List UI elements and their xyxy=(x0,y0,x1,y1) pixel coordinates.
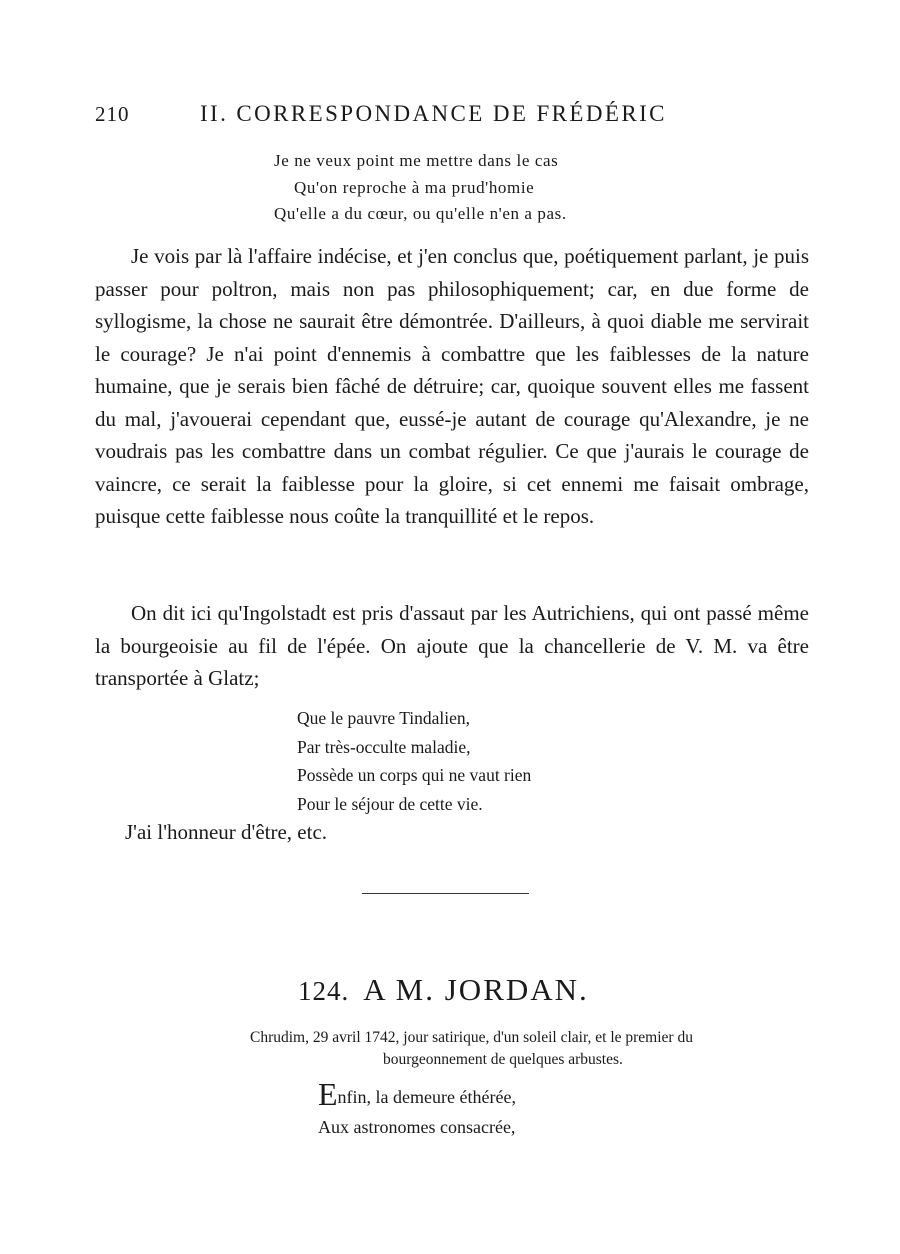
letter-dateline xyxy=(250,1027,806,1071)
letter-title: A M. JORDAN. xyxy=(363,972,589,1007)
prose-paragraph: Je vois par là l'affaire indécise, et j'en conclus que, poétiquement parlant, je puis passer pour poltron, mais non pas philosophiquement; car, en due forme de syllogisme, la chose ne saurait être démontrée. D'ailleurs, à quoi diable me servirait le courage? Je n'ai point d'ennemis à combattre que les faiblesses de la nature humaine, que je serais bien fâché de détruire; car, quoique souvent elles me fassent du mal, j'avouerai cependant que, eussé-je autant de courage qu'Alexandre, je ne voudrais pas les combattre dans un combat régulier. Ce que j'aurais le courage de vaincre, ce serait la faiblesse pour la gloire, si cet ennemi me faisait ombrage, puisque cette faiblesse nous coûte la tranquillité et le repos. xyxy=(95,244,809,528)
verse-line: Que le pauvre Tindalien, xyxy=(297,708,471,728)
verse-line xyxy=(318,1076,516,1112)
verse-block-middle xyxy=(297,704,531,818)
verse-line: Aux astronomes consacrée, xyxy=(318,1117,516,1137)
section-divider xyxy=(362,893,529,894)
prose-paragraph-2-container xyxy=(95,597,809,695)
verse-line: Qu'on reproche à ma prud'homie xyxy=(294,177,535,197)
verse-line: Qu'elle a du cœur, ou qu'elle n'en a pas. xyxy=(274,204,567,223)
verse-line: Je ne veux point me mettre dans le cas xyxy=(274,151,559,170)
verse-line-rest: nfin, la demeure éthérée, xyxy=(337,1087,516,1107)
verse-line: Par très-occulte maladie, xyxy=(297,736,471,757)
letter-number: 124. xyxy=(298,976,350,1006)
prose-paragraph: On dit ici qu'Ingolstadt est pris d'assaut par les Autrichiens, qui ont passé même la bourgeoisie au fil de l'épée. On ajoute que la chancellerie de V. M. va être transportée à Glatz; xyxy=(95,601,809,690)
letter-heading xyxy=(298,972,589,1008)
drop-cap: E xyxy=(318,1076,338,1112)
page-number: 210 xyxy=(95,102,130,126)
verse-block-letter xyxy=(318,1076,516,1142)
verse-block-top xyxy=(274,148,567,228)
verse-line: Possède un corps qui ne vaut rien xyxy=(297,765,532,785)
closing-formula: J'ai l'honneur d'être, etc. xyxy=(125,820,328,844)
verse-line: Pour le séjour de cette vie. xyxy=(297,793,483,814)
prose-paragraph-1-container xyxy=(95,240,809,533)
running-title: II. CORRESPONDANCE DE FRÉDÉRIC xyxy=(200,101,667,126)
dateline-line: Chrudim, 29 avril 1742, jour satirique, d'un soleil clair, et le premier du xyxy=(250,1029,693,1046)
dateline-line: bourgeonnement de quelques arbustes. xyxy=(383,1051,623,1068)
